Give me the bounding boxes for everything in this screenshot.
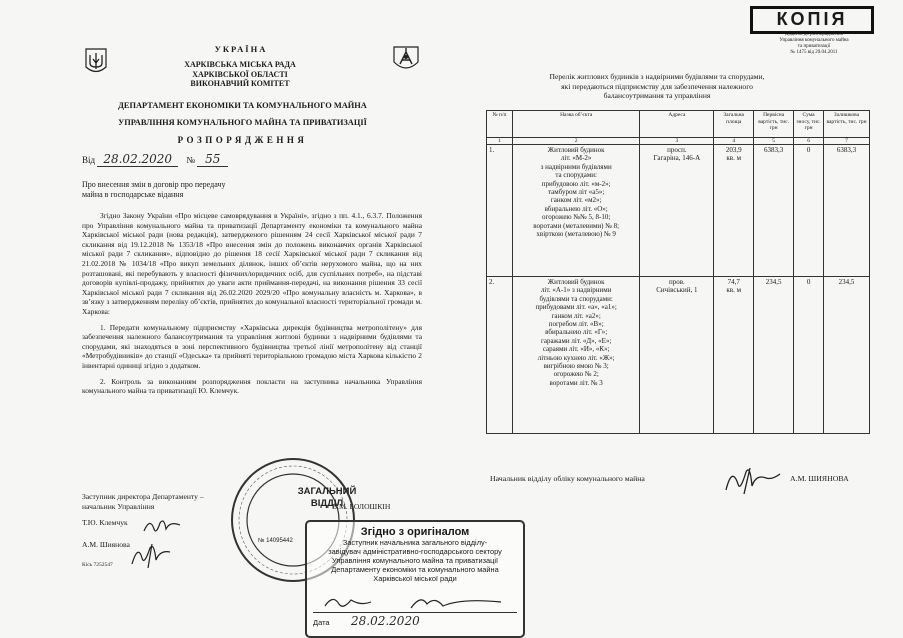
signer-role: начальник Управління: [82, 502, 155, 511]
appendix-title-line: Перелік житлових будинків з надвірними будівлями та спорудами,: [549, 72, 765, 81]
name-line: хвірткою (металевою) № 9: [536, 230, 616, 239]
initial-value: 234,5: [754, 277, 794, 434]
name-line: будівлями та спорудами:: [539, 294, 613, 303]
table-row: [487, 145, 870, 277]
column-number: 4: [714, 138, 754, 145]
object-address: [640, 277, 714, 434]
name-line: Житловий будинок: [547, 146, 605, 154]
date-prefix: Від: [82, 155, 96, 165]
address-line: Сичівський, 1: [656, 286, 698, 295]
column-header: Первісна вартість, тис. грн: [754, 111, 794, 138]
council-line: ВИКОНАВЧИЙ КОМІТЕТ: [190, 79, 290, 88]
column-number: 1: [487, 138, 513, 145]
body-paragraph: 2. Контроль за виконанням розпорядження покласти на заступника начальника Управління комунального майна та приватизації Ю. Клемчук.: [82, 376, 422, 396]
handwritten-signature-icon: [321, 592, 511, 612]
handwritten-signature-icon: [128, 540, 172, 570]
signer-name: Т.Ю. Клемчук: [82, 518, 128, 527]
stamp-top-line: Додаток до розпорядження: [785, 32, 843, 37]
column-number: 6: [794, 138, 824, 145]
directorate-name: УПРАВЛІННЯ КОМУНАЛЬНОГО МАЙНА ТА ПРИВАТИЗАЦІЇ: [118, 118, 367, 127]
footer-name: А.М. ШИЯНОВА: [790, 474, 849, 483]
body-paragraph: Згідно Закону України «Про місцеве самоврядування в Україні», згідно з пп. 4.1., 6.3.7. Положення про Управління комунального майна та приватизації Департаменту економіки та комунального майна Харківської міської ради (нова редакція), затвердженого рішенням 24 сесії Харківської міської ради 7 скликання від 19.12.2018 № 1353/18 «Про внесення змін до положень виконавчих органів Харківської міської ради 7 скликання», відповідно до рішення 18 сесії Харківської міської ради 7 скликання від 21.02.2018 № 1034/18 «Про викуп земельних ділянок, інших об’єктів нерухомого майна, що на них розташовані, які перебувають у власності фізичних/юридичних осіб, для суспільних потреб», на підставі договорів купівлі-продажу, прийнятих до уваги акти приймання-передачі, на виконання рішення 33 сесії Харківської міської ради 7 скликання від 26.02.2020 2029/20 «Про комунальну власність м. Харкова», в зв’язку з затвердженням переліку об’єктів, прийнятих до комунальної власності територіальної громади м. Харкова:: [82, 211, 422, 316]
subject-line: майна в господарське відання: [82, 190, 184, 199]
column-number: 5: [754, 138, 794, 145]
name-line: літ. «А-1» з надвірними: [540, 286, 612, 295]
stamp-signature-line: [313, 612, 517, 613]
number-prefix: №: [186, 155, 195, 165]
object-name: [512, 145, 640, 277]
column-header: Загальна площа: [714, 111, 754, 138]
residual-value: 6383,3: [824, 145, 870, 277]
stamp-date: 28.02.2020: [351, 614, 420, 628]
object-address: [640, 145, 714, 277]
stamp-line: Заступник начальника загального відділу-: [342, 538, 488, 547]
seal-text: ВІДДІЛ: [310, 498, 344, 509]
object-name: [512, 277, 640, 434]
area-value: 74,7: [727, 278, 740, 286]
column-number: 3: [640, 138, 714, 145]
name-line: гаражами літ. «Д», «Е»;: [540, 336, 612, 345]
stamp-line: Харківської міської ради: [373, 574, 457, 583]
stamp-line: Управління комунального майна та приватизації: [331, 556, 499, 565]
footer-role: Начальник відділу обліку комунального майна: [490, 474, 645, 483]
signer-role: Заступник директора Департаменту –: [82, 492, 204, 501]
row-number: 1.: [487, 145, 513, 277]
document-type: РОЗПОРЯДЖЕННЯ: [177, 135, 308, 145]
stamp-top-line: та приватизації: [797, 44, 831, 49]
initial-value: 6383,3: [754, 145, 794, 277]
council-line: ХАРКІВСЬКА МІСЬКА РАДА: [184, 60, 296, 69]
address-line: Гагаріна, 146-А: [653, 154, 701, 163]
seal-text: ЗАГАЛЬНИЙ: [297, 486, 357, 497]
name-line: погребом літ. «В»;: [548, 320, 604, 329]
stamp-date-label: Дата: [313, 618, 330, 627]
department-name: ДЕПАРТАМЕНТ ЕКОНОМІКИ ТА КОМУНАЛЬНОГО МАЙНА: [118, 101, 367, 110]
order-subject: [82, 180, 282, 200]
name-line: та спорудами:: [555, 171, 597, 180]
column-header: Назва об’єкта: [512, 111, 640, 138]
executor-reference: Кісь 7252547: [82, 562, 113, 568]
stamp-line: завідувач адміністративно-господарського сектору: [328, 547, 502, 556]
wear-value: 0: [794, 277, 824, 434]
stamp-top-line: Управління комунального майна: [779, 38, 849, 43]
appendix-footer: [490, 474, 870, 483]
name-line: з надвірними будівлями: [540, 162, 612, 171]
handwritten-signature-icon: [142, 515, 182, 537]
name-line: ганком літ. «а2»;: [551, 311, 601, 320]
stamp-line: Департаменту економіки та комунального майна: [331, 565, 499, 574]
name-line: огорожею №№ 5, 8-10;: [542, 213, 611, 222]
stamp-title: Згідно з оригіналом: [360, 526, 470, 538]
appendix-title-line: балансоутримання та управління: [603, 91, 711, 100]
area-value: 203,9: [725, 146, 742, 154]
address-line: просп.: [667, 146, 687, 154]
table-row: [487, 277, 870, 434]
handwritten-signature-icon: [722, 462, 782, 496]
name-line: прибудовами літ. «а», «а1»;: [535, 303, 617, 312]
appendix-title: [512, 72, 802, 101]
stamp-top-line: № 1475 від 29.04.2011: [790, 50, 838, 55]
name-line: літньою кухнею літ. «Ж»;: [537, 353, 615, 362]
copy-word: КОПІЯ: [750, 6, 874, 34]
copy-stamp-top: [748, 6, 870, 58]
general-dept-head: В.М. БОЛОШКІН: [332, 502, 391, 511]
column-number: 7: [824, 138, 870, 145]
name-line: літ. «М-2»: [560, 154, 592, 163]
object-area: [714, 277, 754, 434]
department-heading: [100, 97, 385, 131]
column-header: Залишкова вартість, тис. грн: [824, 111, 870, 138]
name-line: Житловий будинок: [547, 278, 605, 286]
country-heading: УКРАЇНА: [214, 44, 268, 54]
area-unit: кв. м: [726, 286, 742, 295]
kharkiv-emblem-icon: [391, 44, 421, 74]
subject-line: Про внесення змін в договір про передачу: [82, 180, 226, 189]
order-date: 28.02.2020: [97, 152, 178, 167]
order-body: [82, 211, 422, 402]
name-line: тамбуром літ «а5»;: [548, 188, 605, 197]
appendix-title-line: які передаються підприємству для забезпечення належного: [561, 81, 753, 91]
column-number: 2: [512, 138, 640, 145]
name-line: вбиральнею літ. «О»;: [544, 204, 608, 213]
name-line: воротами (металевими) № 8;: [533, 221, 620, 230]
certified-copy-stamp: [305, 520, 525, 638]
wear-value: 0: [794, 145, 824, 277]
body-paragraph: 1. Передати комунальному підприємству «Харківська дирекція будівництва метрополітену» для забезпечення належного балансоутримання та управління житлові будинки з надвірними будівлями та спорудами, які знаходяться в зоні перспективного будівництва третьої лінії метрополітену від станції «Метробудівників» до станції «Одеська» та прийняті територіальною громадою міста Харкова кількістю 2 інвентарні одиниці згідно з додатком.: [82, 322, 422, 370]
name-line: воротами літ. № 3: [549, 378, 603, 387]
preparer-name: А.М. Шиянова: [82, 540, 130, 549]
objects-table: [486, 110, 870, 434]
column-header: Сума зносу, тис. грн: [794, 111, 824, 138]
name-line: ганком літ. «м2»;: [550, 196, 602, 205]
name-line: прибудовою літ. «м-2»;: [541, 179, 611, 188]
ukraine-coat-of-arms-icon: [84, 47, 108, 77]
name-line: вигрібною ямою № 3;: [543, 362, 609, 371]
column-number-row: [487, 138, 870, 145]
seal-code: № 14095442: [258, 538, 293, 544]
name-line: сараями літ. «И», «К»;: [542, 345, 610, 354]
table-header-row: [487, 111, 870, 138]
name-line: огорожею № 2;: [553, 370, 599, 379]
column-header: Адреса: [640, 111, 714, 138]
order-number: 55: [197, 152, 228, 167]
round-seal-center: [292, 486, 362, 510]
object-area: [714, 145, 754, 277]
name-line: вбиральнею літ. «Г»;: [545, 328, 608, 337]
council-line: ХАРКІВСЬКОЇ ОБЛАСТІ: [192, 69, 288, 79]
council-heading: [150, 60, 330, 89]
column-header: № п/п: [487, 111, 513, 138]
row-number: 2.: [487, 277, 513, 434]
residual-value: 234,5: [824, 277, 870, 434]
address-line: пров.: [668, 278, 685, 286]
order-date-line: [82, 152, 228, 166]
area-unit: кв. м: [726, 154, 742, 163]
